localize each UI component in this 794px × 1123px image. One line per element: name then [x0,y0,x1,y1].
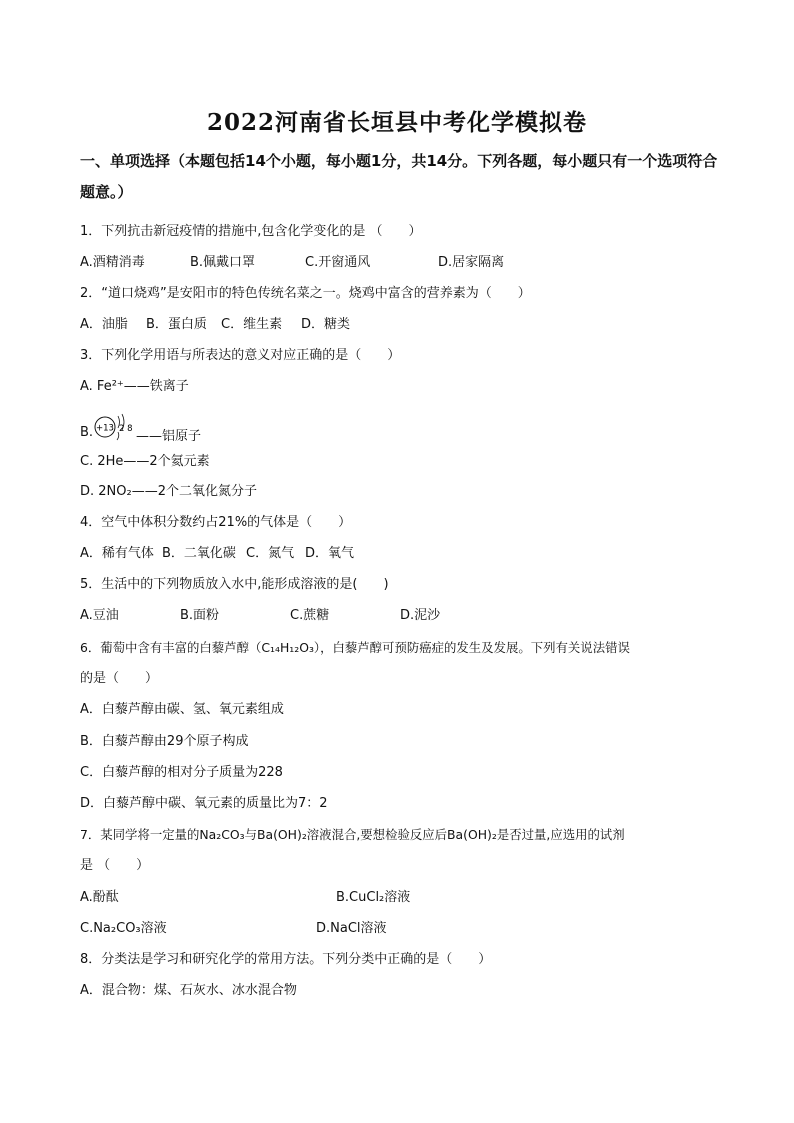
q6-option-d: D．白藜芦醇中碳、氧元素的质量比为7：2 [80,796,328,811]
question-2-stem: 2．“道口烧鸡”是安阳市的特色传统名菜之一。烧鸡中富含的营养素为（ ） [80,286,531,301]
q1-option-d: D.居家隔离 [438,255,505,270]
q3-option-b-text: ——铝原子 [136,429,202,444]
q2-option-a: A．油脂 [80,317,128,332]
q7-option-b: B.CuCl₂溶液 [336,890,411,905]
q3-option-c: C. 2He——2个氦元素 [80,454,210,469]
q4-option-d: D．氧气 [305,546,355,561]
section-heading: 一、单项选择（本题包括14个小题，每小题1分，共14分。下列各题，每小题只有一个选项符合题意。） [80,152,718,201]
q3-option-d: D. 2NO₂——2个二氧化氮分子 [80,484,257,499]
q5-option-a: A.豆油 [80,608,119,623]
nucleus-charge: +13 [96,423,114,434]
q2-option-b: B．蛋白质 [146,317,207,332]
q7-option-a: A.酚酞 [80,890,119,905]
question-4-options [80,544,720,564]
question-7-stem-line2: 是 （ ） [80,858,150,873]
question-6-stem-line2: 的是（ ） [80,671,159,686]
q3-option-a: A. Fe²⁺——铁离子 [80,379,189,394]
question-6-stem-line1: 6．葡萄中含有丰富的白藜芦醇（C₁₄H₁₂O₃），白藜芦醇可预防癌症的发生及发展。下列有关说法错误 [80,640,630,655]
question-5-stem: 5．生活中的下列物质放入水中,能形成溶液的是( ) [80,577,389,592]
q4-option-c: C．氮气 [246,546,295,561]
q7-option-c: C.Na₂CO₃溶液 [80,921,167,936]
q6-option-c: C．白藜芦醇的相对分子质量为228 [80,765,283,780]
q1-option-a: A.酒精消毒 [80,255,145,270]
q7-option-d: D.NaCl溶液 [316,921,387,936]
atom-structure-diagram [92,410,136,444]
q4-option-b: B．二氧化碳 [162,546,236,561]
q2-option-d: D．糖类 [301,317,351,332]
q5-option-b: B.面粉 [180,608,220,623]
question-1-options [80,253,720,273]
question-7-stem-line1: 7．某同学将一定量的Na₂CO₃与Ba(OH)₂溶液混合,要想检验反应后Ba(OH)₂是否过量,应选用的试剂 [80,827,625,842]
question-1-stem: 1．下列抗击新冠疫情的措施中,包含化学变化的是 （ ） [80,224,422,239]
q6-option-a: A．白藜芦醇由碳、氢、氧元素组成 [80,702,284,717]
question-2-options [80,315,720,335]
q5-option-d: D.泥沙 [400,608,441,623]
q1-option-c: C.开窗通风 [305,255,371,270]
question-7-options-row1 [80,888,720,908]
q6-option-b: B．白藜芦醇由29个原子构成 [80,734,249,749]
q5-option-c: C.蔗糖 [290,608,330,623]
question-8-stem: 8．分类法是学习和研究化学的常用方法。下列分类中正确的是（ ） [80,952,492,967]
question-3-stem: 3．下列化学用语与所表达的意义对应正确的是（ ） [80,348,401,363]
electron-shells: 2 8 [119,424,133,434]
q2-option-c: C．维生素 [221,317,283,332]
q8-option-a: A．混合物：煤、石灰水、冰水混合物 [80,983,297,998]
q1-option-b: B.佩戴口罩 [190,255,256,270]
page-title: 2022河南省长垣县中考化学模拟卷 [206,109,587,136]
q3-option-b-label: B. [80,425,94,440]
q4-option-a: A．稀有气体 [80,546,154,561]
question-5-options [80,606,720,626]
question-7-options-row2 [80,919,720,939]
question-4-stem: 4．空气中体积分数约占21%的气体是（ ） [80,515,352,530]
